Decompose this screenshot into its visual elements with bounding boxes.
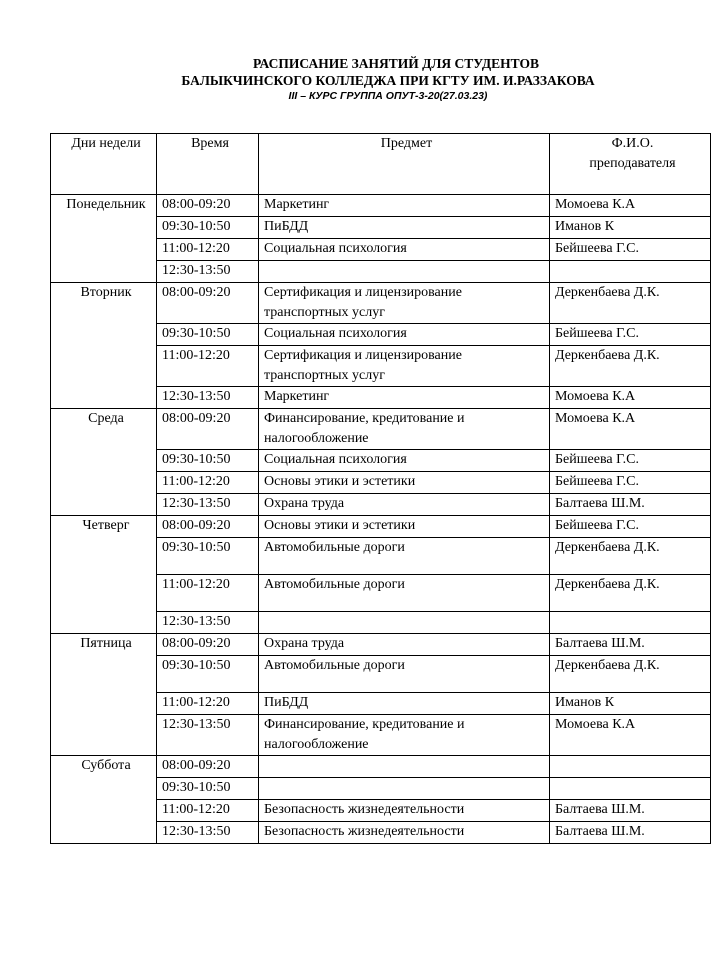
time-cell: 11:00-12:20 (157, 239, 259, 261)
day-cell: Среда (51, 409, 157, 516)
subject-cell: Маркетинг (259, 387, 550, 409)
subject-cell: Безопасность жизнедеятельности (259, 822, 550, 844)
time-cell: 11:00-12:20 (157, 575, 259, 612)
day-cell: Суббота (51, 756, 157, 844)
time-cell: 12:30-13:50 (157, 387, 259, 409)
teacher-cell: Деркенбаева Д.К. (550, 346, 711, 387)
time-cell: 12:30-13:50 (157, 612, 259, 634)
subject-cell: Безопасность жизнедеятельности (259, 800, 550, 822)
day-cell: Пятница (51, 634, 157, 756)
subject-cell: Сертификация и лицензирование транспортных услуг (259, 346, 550, 387)
teacher-cell: Бейшеева Г.С. (550, 516, 711, 538)
teacher-cell: Момоева К.А (550, 715, 711, 756)
time-cell: 12:30-13:50 (157, 494, 259, 516)
subject-cell: Финансирование, кредитование и налогообложение (259, 409, 550, 450)
teacher-cell: Иманов К (550, 217, 711, 239)
time-cell: 11:00-12:20 (157, 693, 259, 715)
subject-cell (259, 261, 550, 283)
subject-cell: Финансирование, кредитование и налогообложение (259, 715, 550, 756)
time-cell: 08:00-09:20 (157, 756, 259, 778)
teacher-cell: Бейшеева Г.С. (550, 450, 711, 472)
header-teacher-line-2: преподавателя (589, 156, 676, 171)
day-cell: Четверг (51, 516, 157, 634)
day-cell: Понедельник (51, 195, 157, 283)
day-cell: Вторник (51, 283, 157, 409)
teacher-cell: Деркенбаева Д.К. (550, 656, 711, 693)
teacher-cell (550, 612, 711, 634)
subject-cell: Охрана труда (259, 494, 550, 516)
time-cell: 11:00-12:20 (157, 800, 259, 822)
teacher-cell: Деркенбаева Д.К. (550, 575, 711, 612)
subject-cell: ПиБДД (259, 217, 550, 239)
subject-cell: Основы этики и эстетики (259, 472, 550, 494)
teacher-cell: Бейшеева Г.С. (550, 324, 711, 346)
time-cell: 12:30-13:50 (157, 261, 259, 283)
teacher-cell (550, 756, 711, 778)
header-day: Дни недели (51, 134, 157, 195)
time-cell: 08:00-09:20 (157, 195, 259, 217)
teacher-cell: Бейшеева Г.С. (550, 472, 711, 494)
teacher-cell: Момоева К.А (550, 409, 711, 450)
subject-cell: Основы этики и эстетики (259, 516, 550, 538)
teacher-cell: Балтаева Ш.М. (550, 634, 711, 656)
table-header-row (51, 134, 711, 195)
teacher-cell: Иманов К (550, 693, 711, 715)
time-cell: 08:00-09:20 (157, 409, 259, 450)
time-cell: 12:30-13:50 (157, 822, 259, 844)
subject-cell (259, 612, 550, 634)
subject-cell: Сертификация и лицензирование транспортных услуг (259, 283, 550, 324)
table-row (51, 516, 711, 538)
teacher-cell: Балтаева Ш.М. (550, 800, 711, 822)
time-cell: 09:30-10:50 (157, 538, 259, 575)
header-teacher (550, 134, 711, 195)
schedule-table (50, 133, 711, 844)
subject-cell: Социальная психология (259, 450, 550, 472)
subject-cell: Автомобильные дороги (259, 575, 550, 612)
teacher-cell (550, 261, 711, 283)
subject-cell: ПиБДД (259, 693, 550, 715)
teacher-cell: Момоева К.А (550, 195, 711, 217)
teacher-cell: Балтаева Ш.М. (550, 822, 711, 844)
subject-cell: Охрана труда (259, 634, 550, 656)
teacher-cell: Бейшеева Г.С. (550, 239, 711, 261)
subject-cell: Маркетинг (259, 195, 550, 217)
time-cell: 09:30-10:50 (157, 217, 259, 239)
table-row (51, 409, 711, 450)
header-teacher-line-1: Ф.И.О. (611, 136, 654, 151)
header-time: Время (157, 134, 259, 195)
teacher-cell: Балтаева Ш.М. (550, 494, 711, 516)
table-row (51, 195, 711, 217)
time-cell: 08:00-09:20 (157, 634, 259, 656)
table-row (51, 283, 711, 324)
time-cell: 11:00-12:20 (157, 346, 259, 387)
title-line-1: РАСПИСАНИЕ ЗАНЯТИЙ ДЛЯ СТУДЕНТОВ (253, 56, 539, 71)
title-line-2: БАЛЫКЧИНСКОГО КОЛЛЕДЖА ПРИ КГТУ ИМ. И.РАЗЗАКОВА (181, 73, 595, 88)
subject-cell: Социальная психология (259, 239, 550, 261)
teacher-cell (550, 778, 711, 800)
time-cell: 12:30-13:50 (157, 715, 259, 756)
subject-cell: Социальная психология (259, 324, 550, 346)
time-cell: 09:30-10:50 (157, 656, 259, 693)
subject-cell (259, 778, 550, 800)
teacher-cell: Деркенбаева Д.К. (550, 283, 711, 324)
subject-cell: Автомобильные дороги (259, 538, 550, 575)
table-row (51, 756, 711, 778)
time-cell: 09:30-10:50 (157, 324, 259, 346)
time-cell: 09:30-10:50 (157, 778, 259, 800)
subject-cell (259, 756, 550, 778)
table-row (51, 634, 711, 656)
teacher-cell: Деркенбаева Д.К. (550, 538, 711, 575)
time-cell: 08:00-09:20 (157, 516, 259, 538)
document-header (0, 56, 720, 103)
subject-cell: Автомобильные дороги (259, 656, 550, 693)
header-subject: Предмет (259, 134, 550, 195)
time-cell: 08:00-09:20 (157, 283, 259, 324)
time-cell: 11:00-12:20 (157, 472, 259, 494)
teacher-cell: Момоева К.А (550, 387, 711, 409)
subtitle: III – КУРС ГРУППА ОПУТ-3-20(27.03.23) (288, 90, 488, 102)
time-cell: 09:30-10:50 (157, 450, 259, 472)
